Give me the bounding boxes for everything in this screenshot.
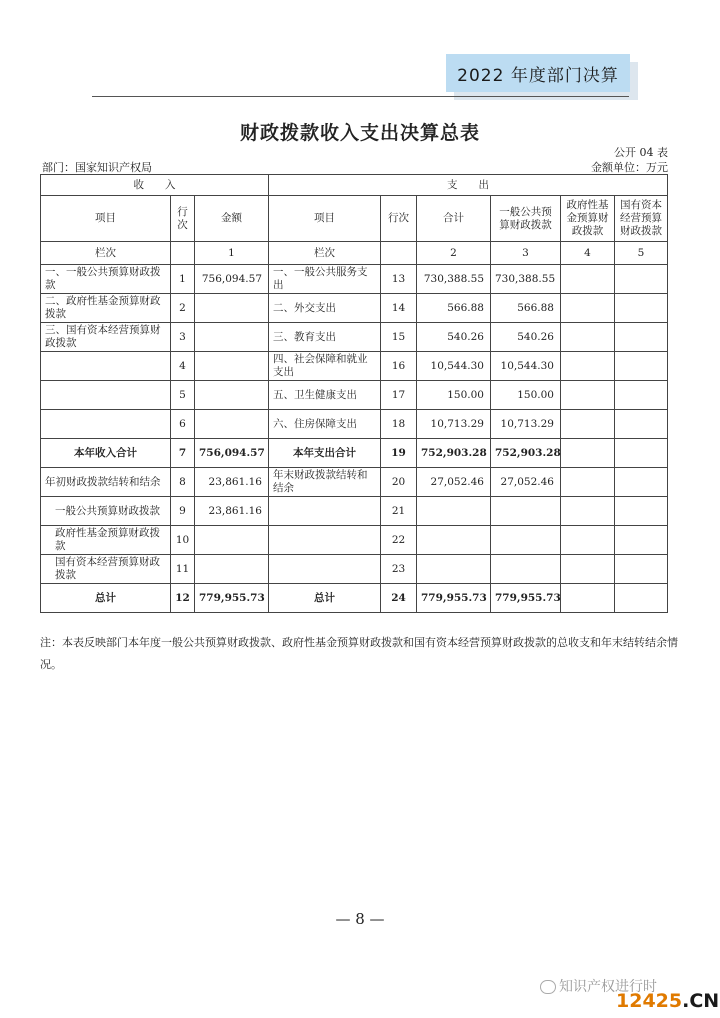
cell-empty <box>561 555 615 584</box>
cell-empty <box>615 497 668 526</box>
cell-ex-item <box>269 555 381 584</box>
cell-in-no: 11 <box>171 555 195 584</box>
col-index-4: 4 <box>561 242 615 265</box>
cell-ex-no: 19 <box>381 439 417 468</box>
table-row <box>41 265 668 294</box>
table-row <box>41 526 668 555</box>
cell-ex-no: 22 <box>381 526 417 555</box>
col-index-label-ex: 栏次 <box>269 242 381 265</box>
table-row <box>41 381 668 410</box>
cell-ex-total: 27,052.46 <box>417 468 491 497</box>
watermark-text: 知识产权进行时 <box>559 979 657 995</box>
cell-in-amt: 779,955.73 <box>195 584 269 613</box>
table-body <box>41 265 668 613</box>
cell-ex-general <box>491 526 561 555</box>
cell-in-amt <box>195 294 269 323</box>
cell-ex-total <box>417 526 491 555</box>
cell-in-no: 8 <box>171 468 195 497</box>
cell-ex-no: 13 <box>381 265 417 294</box>
cell-ex-item: 二、外交支出 <box>269 294 381 323</box>
col-header-in-item: 项目 <box>41 196 171 242</box>
cell-in-amt: 756,094.57 <box>195 265 269 294</box>
cell-empty <box>561 323 615 352</box>
cell-ex-item: 三、教育支出 <box>269 323 381 352</box>
cell-ex-total: 752,903.28 <box>417 439 491 468</box>
cell-ex-item: 总计 <box>269 584 381 613</box>
year-badge: 2022 年度部门决算 <box>446 54 630 92</box>
cell-in-no: 6 <box>171 410 195 439</box>
col-index-1: 1 <box>195 242 269 265</box>
cell-ex-no: 16 <box>381 352 417 381</box>
cell-ex-total <box>417 497 491 526</box>
cell-in-amt: 23,861.16 <box>195 468 269 497</box>
cell-empty <box>615 439 668 468</box>
cell-ex-no: 24 <box>381 584 417 613</box>
cell-empty <box>615 555 668 584</box>
cell-ex-general: 10,713.29 <box>491 410 561 439</box>
cell-empty <box>561 294 615 323</box>
table-row <box>41 468 668 497</box>
page-title: 财政拨款收入支出决算总表 <box>239 122 480 144</box>
cell-in-item: 二、政府性基金预算财政拨款 <box>41 294 171 323</box>
cell-empty <box>615 352 668 381</box>
cell-empty <box>561 468 615 497</box>
col-header-in-row: 行次 <box>171 196 195 242</box>
cell-ex-total <box>417 555 491 584</box>
cell-empty <box>561 497 615 526</box>
cell-in-amt: 23,861.16 <box>195 497 269 526</box>
cell-in-item: 一般公共预算财政拨款 <box>41 497 171 526</box>
cell-in-no: 2 <box>171 294 195 323</box>
cell-in-item: 三、国有资本经营预算财政拨款 <box>41 323 171 352</box>
cell-in-no: 9 <box>171 497 195 526</box>
cell-ex-item: 四、社会保障和就业支出 <box>269 352 381 381</box>
cell-ex-item: 一、一般公共服务支出 <box>269 265 381 294</box>
cell-empty <box>615 410 668 439</box>
header-rule <box>92 96 629 97</box>
col-index-empty <box>171 242 195 265</box>
cell-empty <box>561 439 615 468</box>
footnote: 注：本表反映部门本年度一般公共预算财政拨款、政府性基金预算财政拨款和国有资本经营预算财政拨款的总收支和年末结转结余情况。 <box>40 636 678 671</box>
site-logo-tld: .CN <box>682 990 720 1012</box>
col-header-ex-item: 项目 <box>269 196 381 242</box>
cell-empty <box>615 584 668 613</box>
form-number: 公开 04 表 <box>614 146 668 159</box>
cell-ex-general: 752,903.28 <box>491 439 561 468</box>
page-number: — 8 — <box>335 910 385 928</box>
cell-ex-item: 六、住房保障支出 <box>269 410 381 439</box>
cell-ex-general: 540.26 <box>491 323 561 352</box>
cell-empty <box>561 381 615 410</box>
cell-ex-general: 779,955.73 <box>491 584 561 613</box>
cell-in-no: 3 <box>171 323 195 352</box>
cell-empty <box>561 584 615 613</box>
cell-ex-general: 27,052.46 <box>491 468 561 497</box>
cell-ex-total: 566.88 <box>417 294 491 323</box>
cell-ex-no: 17 <box>381 381 417 410</box>
cell-empty <box>615 526 668 555</box>
site-logo <box>616 990 719 1012</box>
cell-empty <box>615 323 668 352</box>
col-header-fund: 政府性基金预算财政拨款 <box>561 196 615 242</box>
cell-in-item <box>41 381 171 410</box>
cell-ex-general: 150.00 <box>491 381 561 410</box>
cell-empty <box>615 294 668 323</box>
cell-in-amt <box>195 555 269 584</box>
cell-in-item <box>41 410 171 439</box>
site-logo-number: 12425 <box>616 990 683 1012</box>
cell-in-amt <box>195 526 269 555</box>
cell-ex-no: 18 <box>381 410 417 439</box>
cell-ex-total: 779,955.73 <box>417 584 491 613</box>
cell-in-no: 5 <box>171 381 195 410</box>
cell-ex-item: 本年支出合计 <box>269 439 381 468</box>
table-row <box>41 555 668 584</box>
cell-ex-general: 566.88 <box>491 294 561 323</box>
col-header-state: 国有资本经营预算财政拨款 <box>615 196 668 242</box>
cell-in-item: 国有资本经营预算财政拨款 <box>41 555 171 584</box>
cell-ex-item: 五、卫生健康支出 <box>269 381 381 410</box>
cell-ex-total: 150.00 <box>417 381 491 410</box>
col-index-3: 3 <box>491 242 561 265</box>
cell-ex-total: 10,713.29 <box>417 410 491 439</box>
cell-ex-general <box>491 497 561 526</box>
cell-in-no: 4 <box>171 352 195 381</box>
cell-in-item: 一、一般公共预算财政拨款 <box>41 265 171 294</box>
cell-in-amt <box>195 410 269 439</box>
income-header: 收 入 <box>41 175 269 196</box>
cell-ex-item <box>269 526 381 555</box>
wechat-icon <box>540 980 556 994</box>
table-row <box>41 352 668 381</box>
col-header-total: 合计 <box>417 196 491 242</box>
cell-empty <box>615 381 668 410</box>
cell-ex-item: 年末财政拨款结转和结余 <box>269 468 381 497</box>
cell-empty <box>561 410 615 439</box>
cell-ex-no: 23 <box>381 555 417 584</box>
cell-ex-no: 21 <box>381 497 417 526</box>
cell-in-amt <box>195 323 269 352</box>
cell-ex-general: 730,388.55 <box>491 265 561 294</box>
table-row <box>41 294 668 323</box>
col-index-label-in: 栏次 <box>41 242 171 265</box>
cell-ex-no: 15 <box>381 323 417 352</box>
col-header-ex-row: 行次 <box>381 196 417 242</box>
cell-in-amt <box>195 381 269 410</box>
table-row <box>41 584 668 613</box>
cell-in-item <box>41 352 171 381</box>
cell-empty <box>561 526 615 555</box>
col-index-empty <box>381 242 417 265</box>
cell-empty <box>561 265 615 294</box>
cell-in-item: 本年收入合计 <box>41 439 171 468</box>
cell-in-item: 年初财政拨款结转和结余 <box>41 468 171 497</box>
cell-ex-item <box>269 497 381 526</box>
col-header-amount: 金额 <box>195 196 269 242</box>
department-label: 部门：国家知识产权局 <box>42 161 152 174</box>
cell-in-no: 7 <box>171 439 195 468</box>
cell-in-no: 1 <box>171 265 195 294</box>
col-index-2: 2 <box>417 242 491 265</box>
cell-in-no: 12 <box>171 584 195 613</box>
table-row <box>41 410 668 439</box>
table-row <box>41 497 668 526</box>
cell-in-amt: 756,094.57 <box>195 439 269 468</box>
cell-empty <box>561 352 615 381</box>
cell-ex-total: 540.26 <box>417 323 491 352</box>
cell-ex-general: 10,544.30 <box>491 352 561 381</box>
col-index-5: 5 <box>615 242 668 265</box>
cell-empty <box>615 468 668 497</box>
cell-in-item: 总计 <box>41 584 171 613</box>
cell-ex-total: 10,544.30 <box>417 352 491 381</box>
table-row <box>41 323 668 352</box>
expense-header: 支 出 <box>269 175 668 196</box>
cell-ex-general <box>491 555 561 584</box>
table-row <box>41 439 668 468</box>
cell-ex-no: 20 <box>381 468 417 497</box>
col-header-general: 一般公共预算财政拨款 <box>491 196 561 242</box>
cell-empty <box>615 265 668 294</box>
cell-in-amt <box>195 352 269 381</box>
cell-in-no: 10 <box>171 526 195 555</box>
cell-ex-total: 730,388.55 <box>417 265 491 294</box>
budget-table <box>40 174 668 613</box>
cell-in-item: 政府性基金预算财政拨款 <box>41 526 171 555</box>
cell-ex-no: 14 <box>381 294 417 323</box>
unit-label: 金额单位：万元 <box>591 161 668 174</box>
